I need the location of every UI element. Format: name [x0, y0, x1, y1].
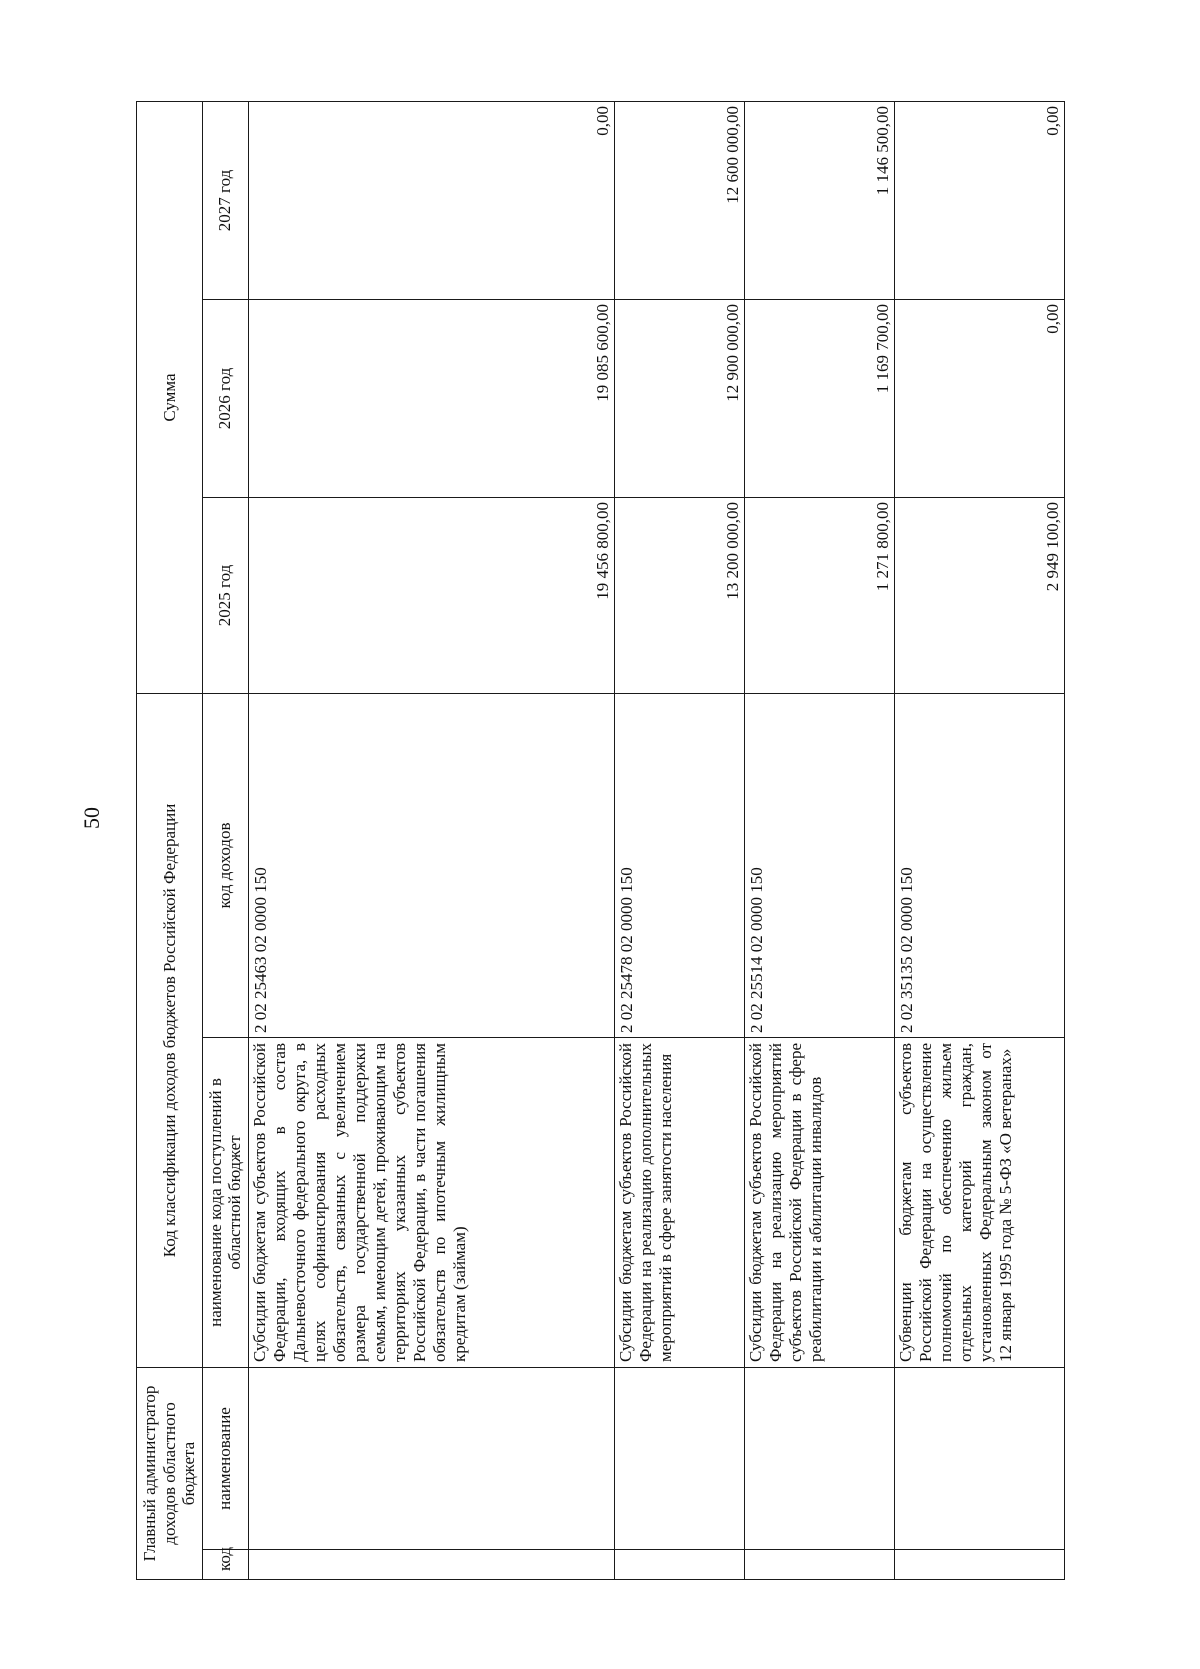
classif-code-header: код доходов [202, 693, 248, 1037]
admin-name-header: наименование [202, 1368, 248, 1550]
table-row [248, 101, 614, 1579]
classification-group-header: Код классификации доходов бюджетов Российской Федерации [137, 693, 203, 1367]
revenue-code-cell: 2 02 35135 02 0000 150 [894, 693, 1064, 1037]
amount-2026-cell: 0,00 [894, 299, 1064, 497]
amount-2026-cell: 1 169 700,00 [744, 299, 894, 497]
admin-name-cell [248, 1368, 614, 1550]
amount-2027-cell: 12 600 000,00 [614, 101, 744, 299]
revenue-code-cell: 2 02 25478 02 0000 150 [614, 693, 744, 1037]
admin-name-cell [744, 1368, 894, 1550]
amount-2026-cell: 12 900 000,00 [614, 299, 744, 497]
table-row [894, 101, 1064, 1579]
revenue-table-rotated [136, 102, 1062, 1580]
admin-code-cell [614, 1550, 744, 1580]
revenue-classification-table [136, 101, 1065, 1580]
header-row-1 [137, 101, 203, 1579]
header-row-2 [202, 101, 248, 1579]
amount-2025-cell: 1 271 800,00 [744, 497, 894, 693]
year-2027-header: 2027 год [202, 101, 248, 299]
admin-code-cell [744, 1550, 894, 1580]
amount-2027-cell: 0,00 [894, 101, 1064, 299]
amount-2027-cell: 0,00 [248, 101, 614, 299]
description-cell: Субсидии бюджетам субъектов Российской Федерации, входящих в состав Дальневосточного федерального округа, в целях софинансирования расходных обязательств, связанных с увеличением размера государственной поддержки семьям, имеющим детей, проживающим на территориях указанных субъектов Российской Федерации, в части погашения обязательств по ипотечным жилищным кредитам (займам) [248, 1038, 614, 1368]
table-row [744, 101, 894, 1579]
year-2026-header: 2026 год [202, 299, 248, 497]
admin-code-header: код [202, 1550, 248, 1580]
classif-name-header: наименование кода поступлений в областной бюджет [202, 1038, 248, 1368]
admin-group-header: Главный администратор доходов областного бюджета [137, 1368, 203, 1580]
admin-name-cell [614, 1368, 744, 1550]
revenue-code-cell: 2 02 25463 02 0000 150 [248, 693, 614, 1037]
sum-group-header: Сумма [137, 101, 203, 693]
revenue-code-cell: 2 02 25514 02 0000 150 [744, 693, 894, 1037]
description-cell: Субвенции бюджетам субъектов Российской Федерации на осуществление полномочий по обеспечению жильем отдельных категорий граждан, установленных Федеральным законом от 12 января 1995 года № 5-ФЗ «О ветеранах» [894, 1038, 1064, 1368]
amount-2025-cell: 2 949 100,00 [894, 497, 1064, 693]
amount-2025-cell: 13 200 000,00 [614, 497, 744, 693]
admin-name-cell [894, 1368, 1064, 1550]
description-cell: Субсидии бюджетам субъектов Российской Федерации на реализацию мероприятий субъектов Российской Федерации в сфере реабилитации и абилитации инвалидов [744, 1038, 894, 1368]
admin-code-cell [248, 1550, 614, 1580]
amount-2025-cell: 19 456 800,00 [248, 497, 614, 693]
description-cell: Субсидии бюджетам субъектов Российской Федерации на реализацию дополнительных мероприятий в сфере занятости населения [614, 1038, 744, 1368]
amount-2027-cell: 1 146 500,00 [744, 101, 894, 299]
year-2025-header: 2025 год [202, 497, 248, 693]
page-number: 50 [79, 807, 104, 829]
amount-2026-cell: 19 085 600,00 [248, 299, 614, 497]
admin-code-cell [894, 1550, 1064, 1580]
table-row [614, 101, 744, 1579]
